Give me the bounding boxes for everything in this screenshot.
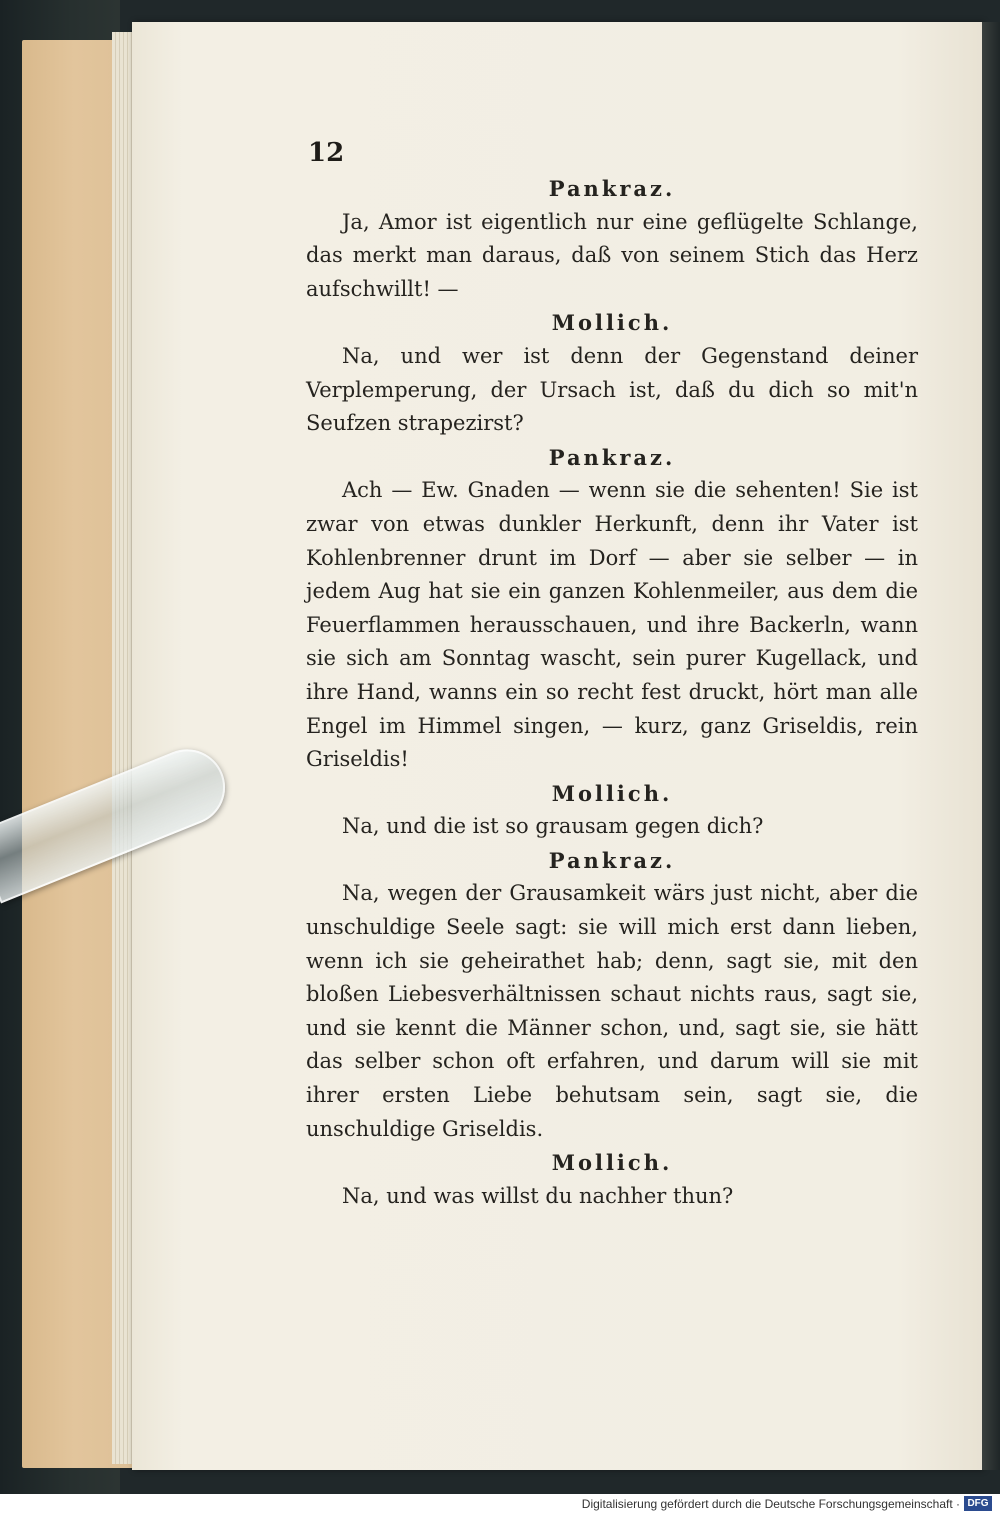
speaker-name: Pankraz. (548, 444, 676, 470)
speaker-name: Pankraz. (548, 847, 676, 873)
background-right (982, 22, 1000, 1470)
dialogue-paragraph: Na, und die ist so grausam gegen dich? (342, 814, 764, 839)
dfg-logo-icon: DFG (964, 1496, 992, 1511)
speaker-name: Mollich. (551, 310, 673, 336)
dialogue-paragraph: Ach — Ew. Gnaden — wenn sie die sehenten! Sie ist zwar von etwas dunkler Herkunft, denn ihr Vater ist Kohlenbrenner drunt im Dorf — aber sie selber — in jedem Aug hat sie ein ganzen Kohlenmeiler, aus dem die Feuerflammen herausschauen, und ihre Backerln, wann sie sich am Sonntag wascht, sein purer Kugellack, und ihre Hand, wanns ein so recht fest druckt, hört man alle Engel im Himmel singen, — kurz, ganz Griseldis, rein Griseldis! (306, 478, 918, 772)
dialogue-paragraph: Na, und wer ist denn der Gegenstand deiner Verplemperung, der Ursach ist, daß du dich so mit'n Seufzen strapezirst? (306, 343, 918, 436)
dialogue-paragraph: Ja, Amor ist eigentlich nur eine geflügelte Schlange, das merkt man daraus, daß von seinem Stich das Herz aufschwillt! — (306, 209, 918, 301)
page-number: 12 (308, 138, 345, 168)
page-text (306, 172, 918, 1213)
footer-credit: Digitalisierung gefördert durch die Deutsche Forschungsgemeinschaft · (581, 1497, 960, 1511)
speaker-name: Pankraz. (548, 176, 676, 201)
dialogue-paragraph: Na, wegen der Grausamkeit wärs just nicht, aber die unschuldige Seele sagt: sie will mich erst dann lieben, wenn ich sie geheirathet hab; denn, sagt sie, mit den bloßen Liebesverhältnissen schaut nichts raus, sagt sie, und sie kennt die Männer schon, und, sagt sie, sie hätt das selber schon oft erfahren, und darum will sie mit ihrer ersten Liebe behutsam sein, sagt sie, die unschuldige Griseldis. (306, 881, 918, 1141)
dialogue-paragraph: Na, und was willst du nachher thun? (342, 1183, 734, 1208)
speaker-name: Mollich. (551, 780, 673, 806)
speaker-name: Mollich. (551, 1150, 673, 1176)
